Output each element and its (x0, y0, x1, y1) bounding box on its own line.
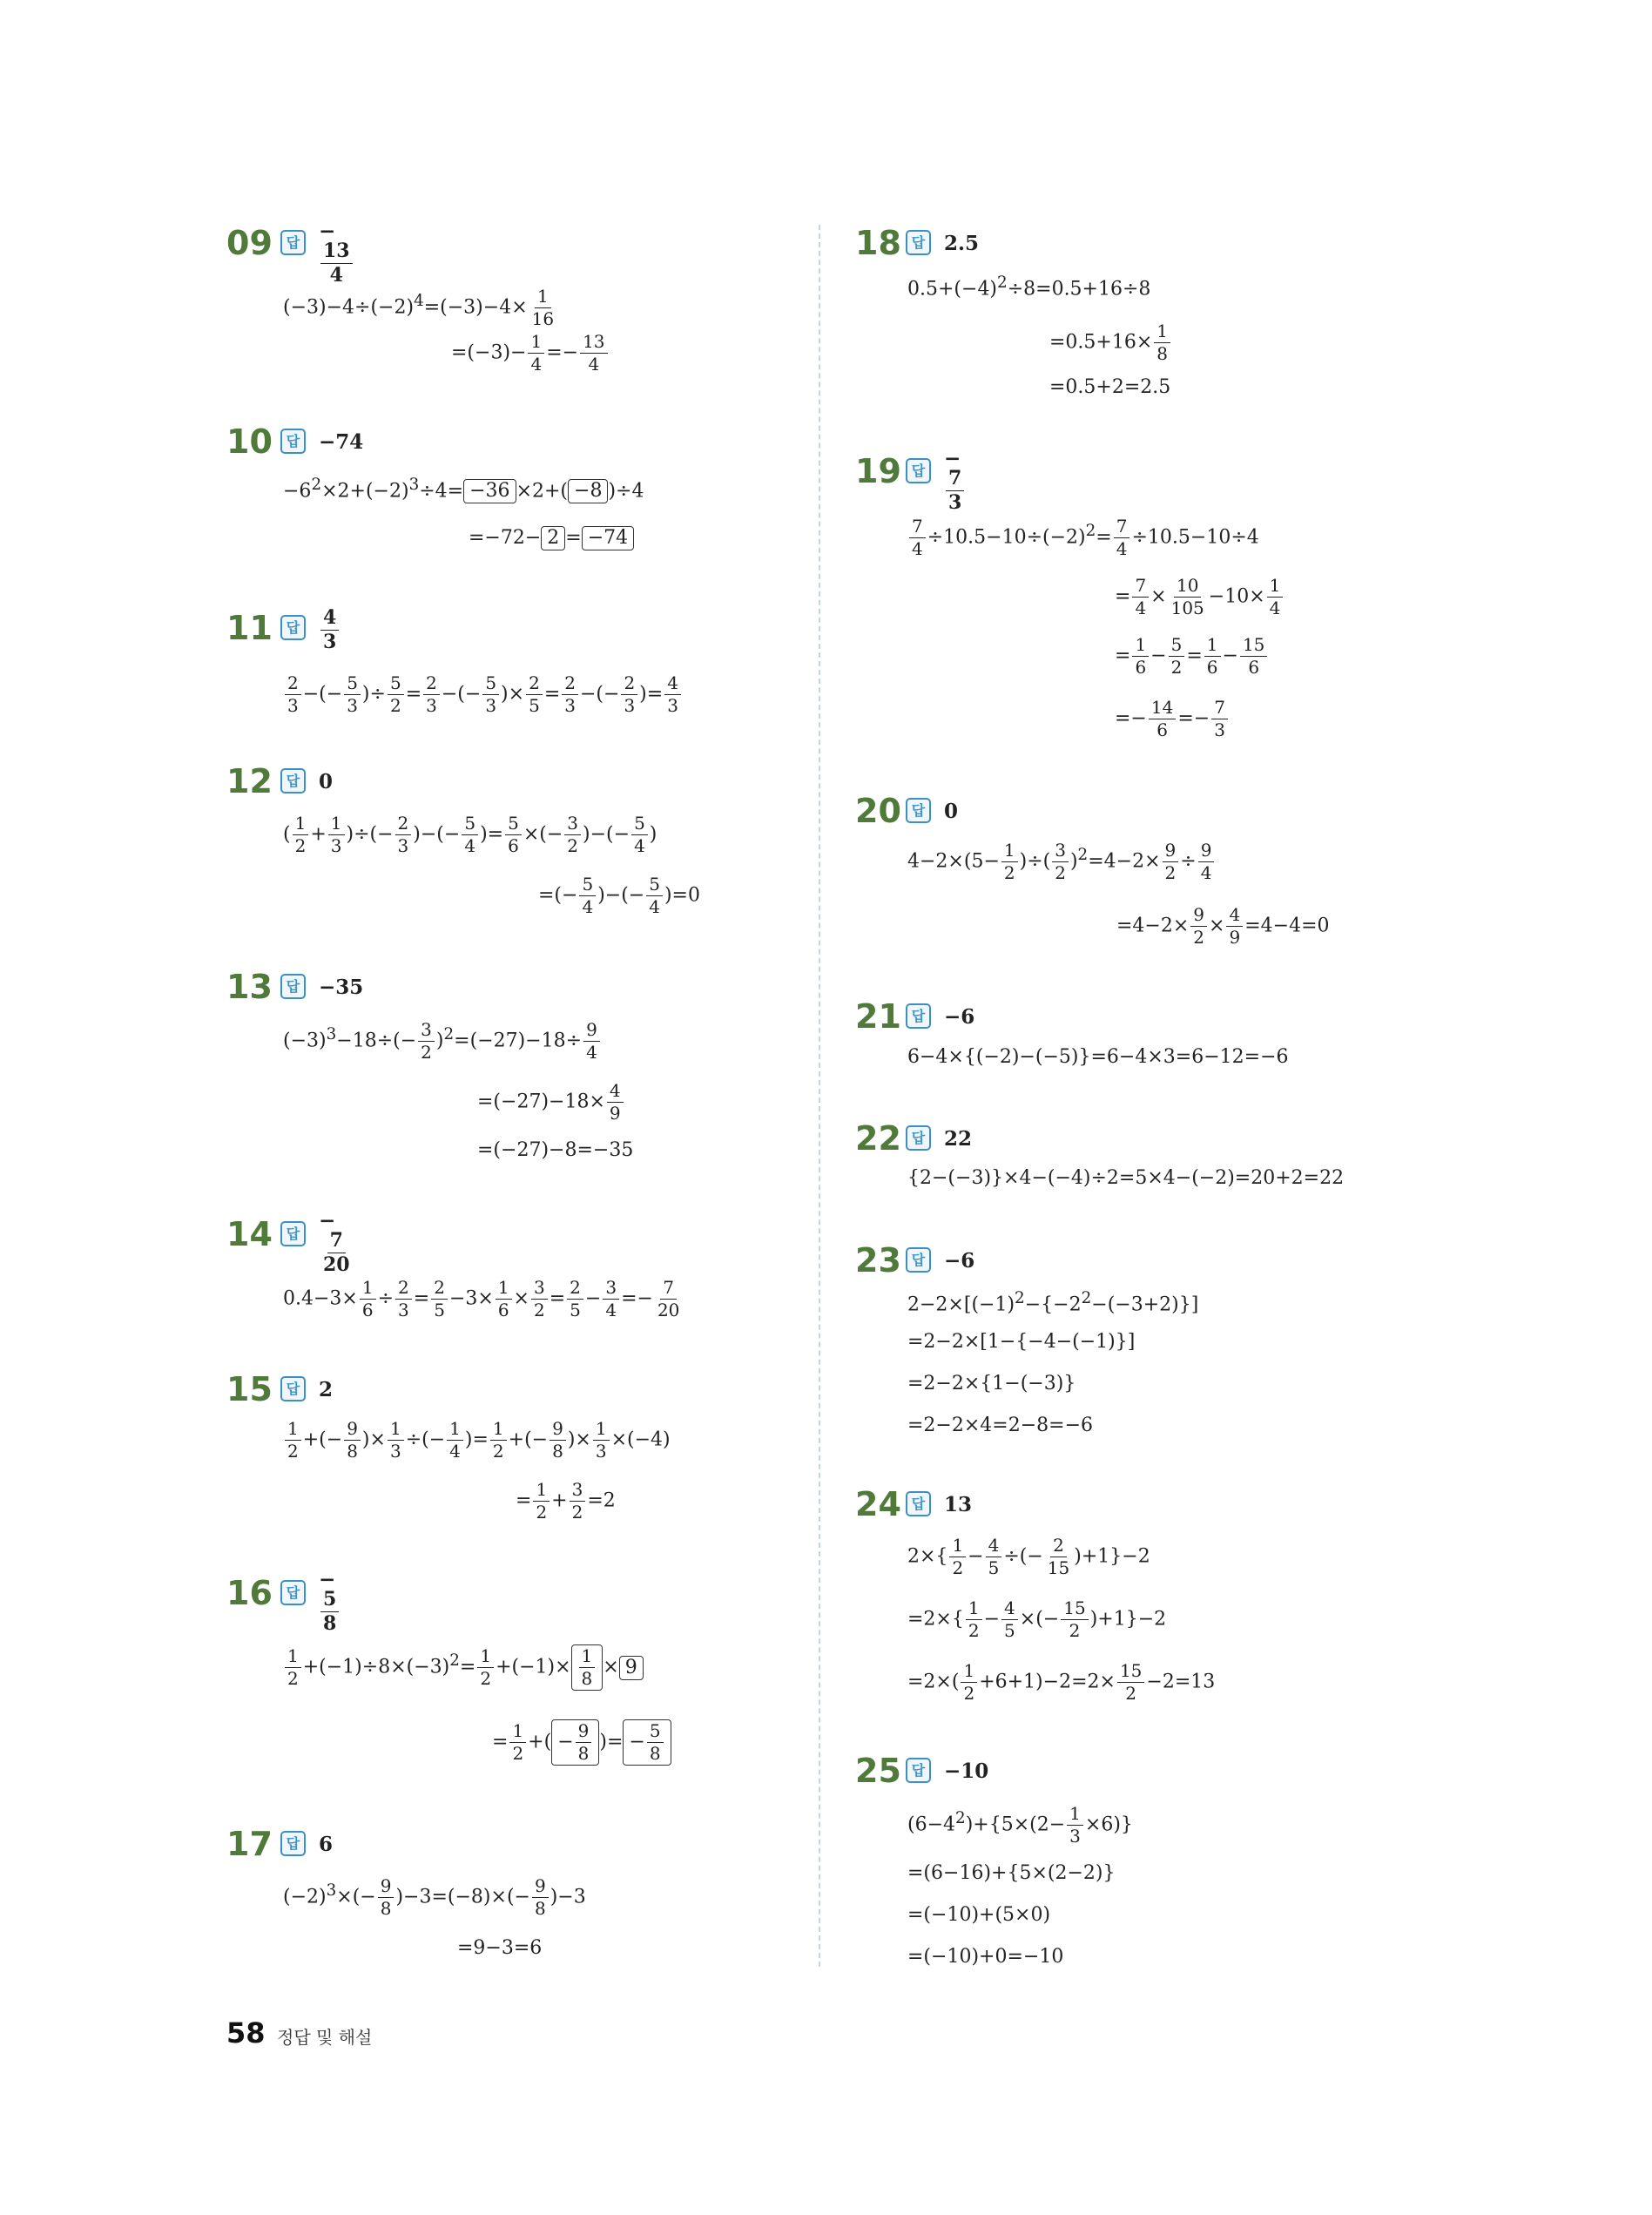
answer-badge: 답 (280, 429, 306, 454)
answer-badge: 답 (280, 615, 306, 640)
solution-line: $(-3)^3-18\div(-$ $\frac{3}{2}$ )$^2$=(−27)−18÷ $\frac{9}{4}$ (283, 1021, 602, 1062)
solution-line: $(-2)^3\times(-$ $\frac{9}{8}$ )−3=(−8)×(− $\frac{9}{8}$ )−3 (283, 1875, 586, 1919)
solution-line: 4−2×(5− $\frac{1}{2}$ )÷( $\frac{3}{2}$ )$^2$=4−2× $\frac{9}{2}$ ÷ $\frac{9}{4}$ (907, 841, 1216, 882)
answer-value: 22 (944, 1127, 973, 1151)
answer-badge: 답 (906, 1491, 931, 1516)
answer-value: − $\frac{13}{4}$ (319, 221, 354, 286)
solution-line: =(−27)−18× $\frac{4}{9}$ (477, 1082, 625, 1123)
solution-line: ( $\frac{1}{2}$ + $\frac{1}{3}$ )÷(− $\frac{2}{3}$ )−(− $\frac{5}{4}$ )= $\frac{5}{6}$ ×(− $\frac{3}{2}$ )−(− $\frac{5}{4}$ ) (283, 813, 657, 856)
problem-number: 11 (226, 609, 273, 647)
solution-line: =2×{ $\frac{1}{2}$ − $\frac{4}{5}$ ×(− $\frac{15}{2}$ )+1}−2 (907, 1597, 1167, 1641)
solution-line: $\frac{1}{2}$ $+(-1)\div 8\times(-3)^2=$ $\frac{1}{2}$ +(−1)× $\frac{1}{8}$ × 9 (283, 1644, 644, 1691)
answer-badge: 답 (280, 230, 306, 255)
solution-line: $\frac{2}{3}$ −(− $\frac{5}{3}$ )÷ $\frac{5}{2}$ = $\frac{2}{3}$ −(− $\frac{5}{3}$ )× $\frac{2}{5}$ = $\frac{2}{3}$ −(− $\frac{2}{3}$ )= $\frac{4}{3}$ (283, 674, 683, 715)
answer-badge: 답 (280, 768, 306, 793)
solution-line: = $\frac{7}{4}$ × $\frac{10}{105}$ −10× $\frac{1}{4}$ (1115, 577, 1285, 618)
answer-value: 2.5 (944, 232, 980, 255)
problem-number: 16 (226, 1574, 273, 1612)
solution-line: = $\frac{1}{2}$ + $\frac{3}{2}$ =2 (516, 1479, 616, 1523)
answer-value: − $\frac{7}{20}$ (319, 1209, 350, 1277)
problem-number: 23 (855, 1241, 901, 1280)
problem-number: 25 (855, 1752, 901, 1790)
solution-line: $(6-4^2)+\{5\times(2-$ $\frac{1}{3}$ ×6)} (907, 1803, 1133, 1847)
problem-number: 18 (855, 224, 901, 262)
answer-badge: 답 (906, 1758, 931, 1783)
problem-number: 14 (226, 1215, 273, 1253)
answer-value: $\frac{4}{3}$ (319, 608, 341, 652)
solution-line: 2×{ $\frac{1}{2}$ − $\frac{4}{5}$ ÷(− $\frac{2}{15}$ )+1}−2 (907, 1535, 1150, 1578)
answer-value: −6 (944, 1249, 975, 1273)
answer-value: 6 (319, 1833, 334, 1856)
problem-number: 20 (855, 792, 901, 830)
solution-line: =2−2×{1−(−3)} (907, 1373, 1076, 1395)
problem-number: 21 (855, 997, 901, 1036)
solution-line: =(−10)+(5×0) (907, 1904, 1051, 1926)
problem-number: 09 (226, 224, 273, 262)
problem-number: 12 (226, 762, 273, 800)
answer-value: 0 (319, 770, 334, 793)
answer-value: − $\frac{7}{3}$ (944, 449, 966, 513)
answer-badge: 답 (280, 974, 306, 999)
solution-line: =(−3)− $\frac{1}{4}$ =− $\frac{13}{4}$ (451, 333, 610, 374)
problem-number: 22 (855, 1119, 901, 1158)
problem-number: 17 (226, 1825, 273, 1863)
answer-value: −74 (319, 430, 364, 454)
solution-line: =9−3=6 (457, 1937, 543, 1959)
problem-number: 24 (855, 1485, 901, 1523)
answer-value: 13 (944, 1493, 973, 1516)
answer-value: 0 (944, 800, 959, 823)
answer-badge: 답 (906, 798, 931, 823)
solution-line: $(-3)-4\div(-2)^4=(-3)-4\times$ $\frac{1}{16}$ (283, 286, 555, 329)
problem-number: 15 (226, 1370, 273, 1408)
solution-line: $\frac{7}{4}$ $\div 10.5-10\div(-2)^2=$ $\frac{7}{4}$ ÷10.5−10÷4 (907, 517, 1259, 558)
solution-line: =0.5+16× $\frac{1}{8}$ (1049, 322, 1172, 363)
answer-badge: 답 (906, 1247, 931, 1273)
solution-line: =2−2×4=2−8=−6 (907, 1415, 1094, 1436)
answer-badge: 답 (906, 230, 931, 255)
solution-line: =(−27)−8=−35 (477, 1139, 634, 1161)
solution-line: =− $\frac{14}{6}$ =− $\frac{7}{3}$ (1115, 699, 1230, 739)
solution-line: =(6−16)+{5×(2−2)} (907, 1862, 1116, 1884)
problem-number: 19 (855, 452, 901, 490)
solution-line: $\frac{1}{2}$ +(− $\frac{9}{8}$ )× $\frac{1}{3}$ ÷(− $\frac{1}{4}$ )= $\frac{1}{2}$ +(− $\frac{9}{8}$ )× $\frac{1}{3}$ ×(−4) (283, 1420, 671, 1461)
answer-badge: 답 (280, 1376, 306, 1401)
page-number: 58 (226, 2016, 266, 2050)
solution-line: =2×( $\frac{1}{2}$ +6+1)−2=2× $\frac{15}{2}$ −2=13 (907, 1660, 1216, 1704)
answer-badge: 답 (906, 458, 931, 483)
solution-line: $-6^2\times 2+(-2)^3\div 4= -36 \times 2+( -8$ )÷4 (283, 476, 644, 503)
answer-value: −10 (944, 1759, 989, 1783)
answer-badge: 답 (906, 1125, 931, 1151)
answer-value: −35 (319, 976, 364, 999)
solution-line: =0.5+2=2.5 (1049, 376, 1171, 398)
answer-value: −6 (944, 1005, 975, 1029)
solution-line: =2−2×[1−{−4−(−1)}] (907, 1331, 1136, 1353)
answer-value: − $\frac{5}{8}$ (319, 1570, 341, 1634)
answer-badge: 답 (280, 1580, 306, 1605)
solution-line: $2-2\times[(-1)^2-\{-2^2-(-3+2)\}]$ (907, 1289, 1199, 1316)
solution-line: =(−10)+0=−10 (907, 1946, 1064, 1968)
solution-line: $0.5+(-4)^2\div 8=0.5+16\div 8$ (907, 273, 1151, 301)
solution-line: = $\frac{1}{6}$ − $\frac{5}{2}$ = $\frac{1}{6}$ − $\frac{15}{6}$ (1115, 636, 1269, 677)
problem-number: 13 (226, 968, 273, 1006)
answer-badge: 답 (906, 1003, 931, 1029)
solution-line: 6−4×{(−2)−(−5)}=6−4×3=6−12=−6 (907, 1046, 1289, 1068)
solution-line: =−72− 2 = −74 (469, 526, 634, 550)
footer-label: 정답 및 해설 (277, 2027, 373, 2048)
problem-number: 10 (226, 422, 273, 461)
answer-value: 2 (319, 1378, 334, 1401)
solution-line: {2−(−3)}×4−(−4)÷2=5×4−(−2)=20+2=22 (907, 1167, 1345, 1189)
solution-line: = $\frac{1}{2}$ +( − $\frac{9}{8}$ )= − $\frac{5}{8}$ (492, 1719, 671, 1766)
column-divider (819, 225, 820, 1967)
solution-line: =4−2× $\frac{9}{2}$ × $\frac{4}{9}$ =4−4=0 (1116, 904, 1330, 948)
answer-badge: 답 (280, 1221, 306, 1246)
solution-line: =(− $\frac{5}{4}$ )−(− $\frac{5}{4}$ )=0 (538, 874, 700, 917)
solution-line: 0.4−3× $\frac{1}{6}$ ÷ $\frac{2}{3}$ = $\frac{2}{5}$ −3× $\frac{1}{6}$ × $\frac{3}{2}$ = $\frac{2}{5}$ − $\frac{3}{4}$ =− $\frac{7}{20}$ (283, 1277, 680, 1320)
answer-badge: 답 (280, 1831, 306, 1856)
